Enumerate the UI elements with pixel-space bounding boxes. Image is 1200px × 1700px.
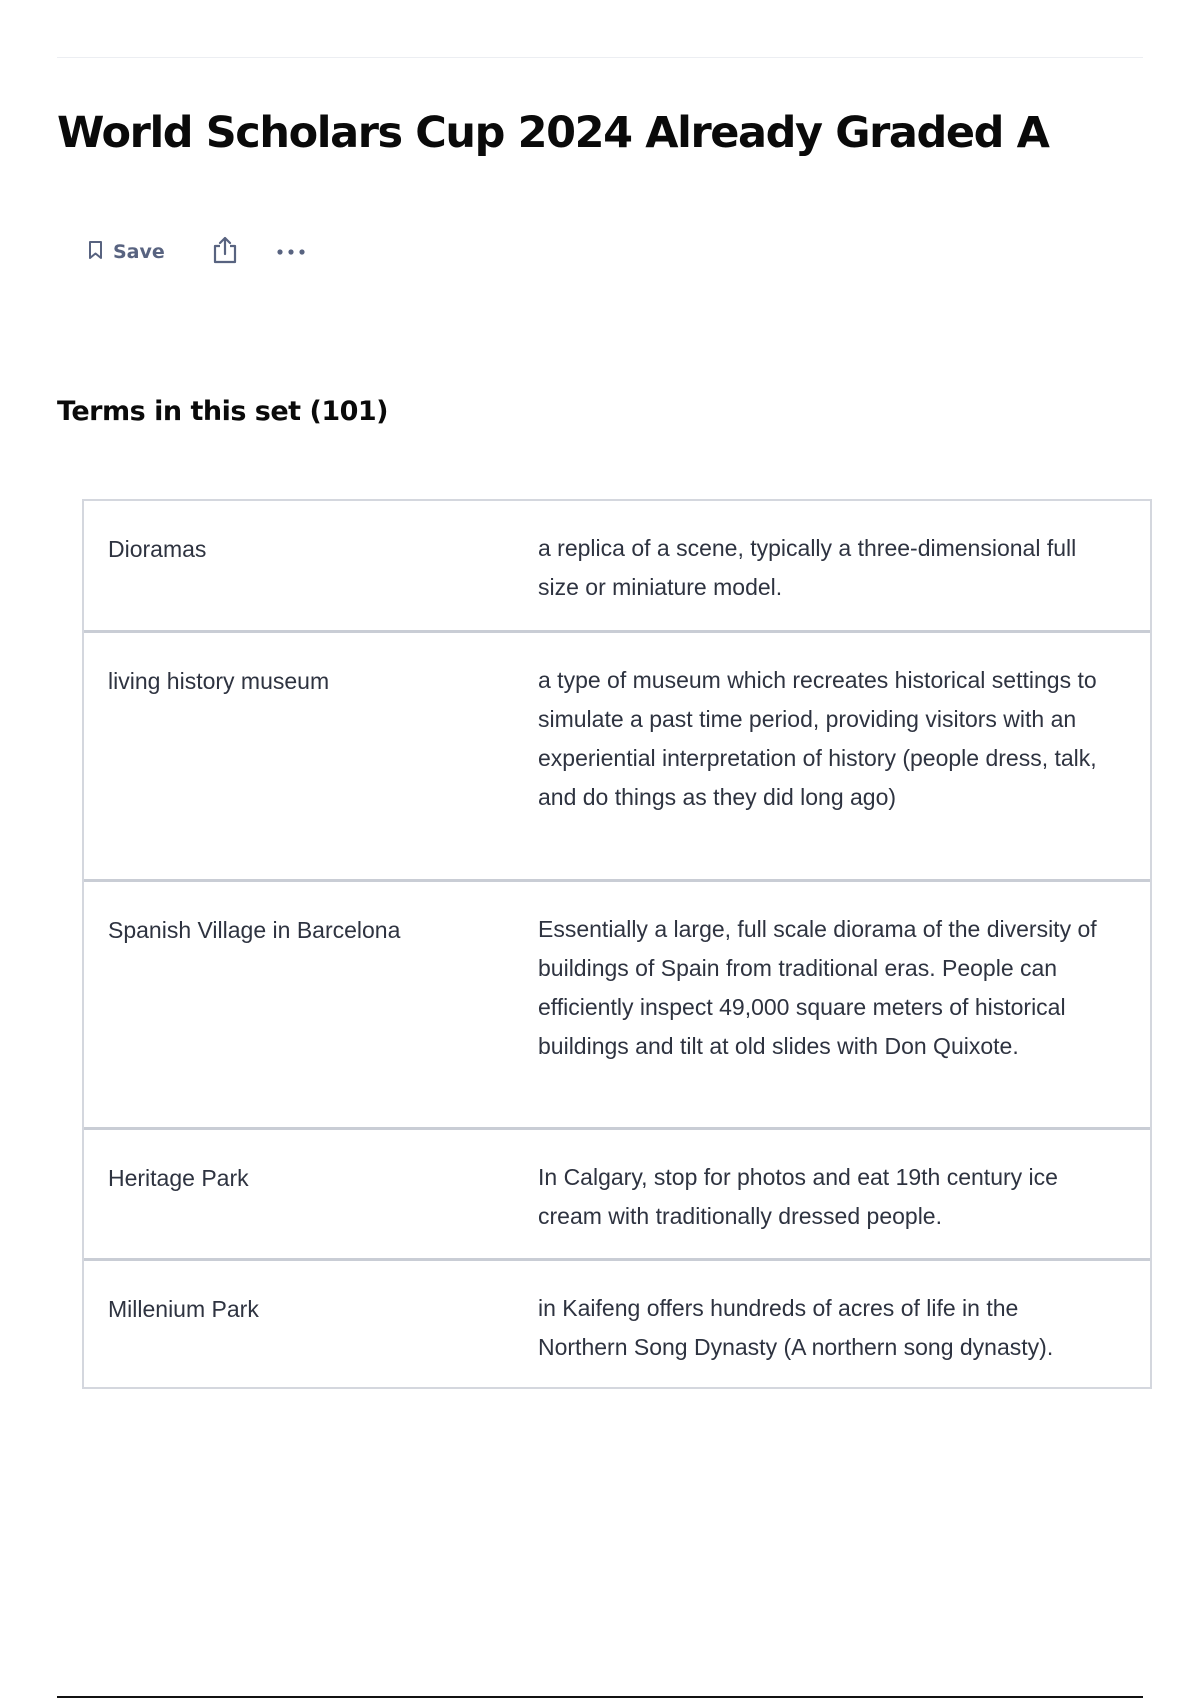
term-definition: in Kaifeng offers hundreds of acres of life in the Northern Song Dynasty (A northern song dynasty). (538, 1295, 1054, 1360)
term-row (84, 879, 1150, 1127)
term-row (84, 501, 1150, 630)
term-word: Dioramas (108, 536, 207, 562)
term-definition: a replica of a scene, typically a three-dimensional full size or miniature model. (538, 535, 1077, 600)
term-row (84, 630, 1150, 879)
share-icon (211, 235, 239, 270)
term-definition: In Calgary, stop for photos and eat 19th century ice cream with traditionally dressed people. (538, 1164, 1058, 1229)
term-definition: a type of museum which recreates historical settings to simulate a past time period, providing visitors with an experiential interpretation of history (people dress, talk, and do things as they did long ago) (538, 667, 1097, 810)
terms-list (82, 499, 1152, 1389)
save-button[interactable] (76, 232, 177, 273)
terms-heading: Terms in this set (101) (57, 396, 389, 427)
term-word: Spanish Village in Barcelona (108, 917, 401, 943)
term-row (84, 1127, 1150, 1258)
more-icon (276, 243, 306, 261)
term-definition: Essentially a large, full scale diorama of the diversity of buildings of Spain from traditional eras. People can efficiently inspect 49,000 square meters of historical buildings and tilt at old slides with Don Quixote. (538, 916, 1097, 1059)
save-label: Save (113, 241, 165, 263)
share-button[interactable] (203, 230, 247, 274)
set-toolbar (76, 230, 313, 274)
bookmark-icon (88, 240, 103, 265)
top-divider (57, 57, 1143, 58)
bottom-divider (57, 1696, 1143, 1698)
page-title: World Scholars Cup 2024 Already Graded A (57, 108, 1049, 158)
term-word: Millenium Park (108, 1296, 259, 1322)
term-word: living history museum (108, 668, 330, 694)
term-row (84, 1258, 1150, 1387)
term-word: Heritage Park (108, 1165, 249, 1191)
more-options-button[interactable] (269, 230, 313, 274)
